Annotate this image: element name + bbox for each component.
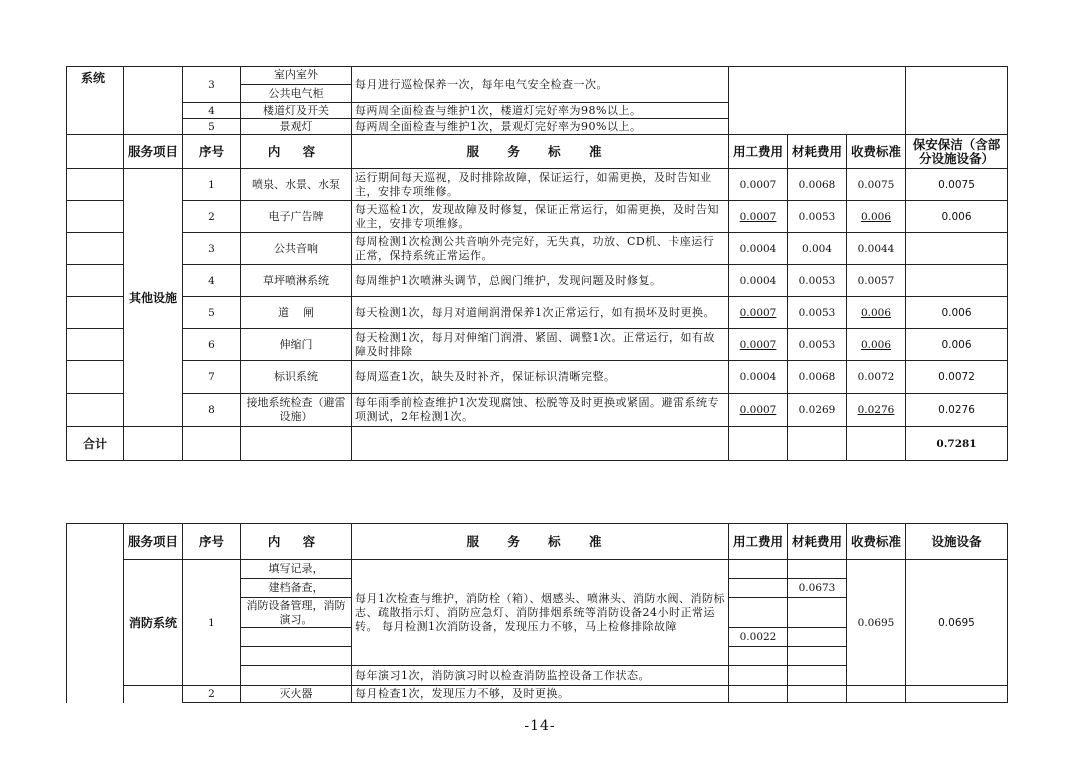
labor-value: 0.0007 (739, 210, 777, 223)
labor-value: 0.0007 (739, 306, 777, 319)
category-blank (124, 686, 183, 703)
header-material: 材耗费用 (788, 524, 847, 560)
row-content: 喷泉、水景、水泵 (241, 169, 352, 201)
fee-table-upper (66, 66, 1008, 461)
header-content: 内 容 (241, 135, 352, 169)
total-blank (183, 427, 241, 461)
row-security: 0.006 (906, 297, 1008, 329)
row-content: 填写记录， (241, 560, 352, 579)
top-blank-cell (124, 67, 183, 135)
row-number: 6 (183, 329, 241, 361)
row-fee (847, 201, 906, 233)
total-blank (847, 427, 906, 461)
row-fee: 0.0075 (847, 169, 906, 201)
row-material: 0.0053 (788, 297, 847, 329)
header-no: 序号 (183, 135, 241, 169)
total-blank (729, 427, 788, 461)
row-content: 电子广告牌 (241, 201, 352, 233)
row-number: 1 (183, 560, 241, 686)
fee-value: 0.0276 (857, 404, 895, 416)
row-material: 0.0068 (788, 361, 847, 394)
row-standard: 每天检测1次，每月对伸缩门润滑、紧固、调整1次。正常运行，如有故障及时排除 (352, 329, 729, 361)
row-labor (729, 201, 788, 233)
row-number: 2 (183, 686, 241, 703)
top-category: 系统 (67, 67, 124, 135)
table-row (67, 394, 1008, 427)
labor-value: 0.0007 (739, 404, 777, 416)
left-blank (67, 233, 124, 265)
left-blank (67, 361, 124, 394)
row-standard: 每天巡检1次，发现故障及时修复，保证正常运行，如需更换，及时告知业主，安排专项维修。 (352, 201, 729, 233)
row-content: 楼道灯及开关 (241, 103, 352, 119)
row-standard: 每月检查1次，发现压力不够，及时更换。 (352, 686, 729, 703)
labor-blank (729, 598, 788, 628)
row-content: 景观灯 (241, 119, 352, 135)
left-blank (67, 394, 124, 427)
row-number: 3 (183, 233, 241, 265)
left-blank (67, 169, 124, 201)
row-labor (729, 297, 788, 329)
row-material: 0.0053 (788, 201, 847, 233)
row-content: 标识系统 (241, 361, 352, 394)
row-content: 公共音响 (241, 233, 352, 265)
row-fee (847, 297, 906, 329)
material-blank (788, 628, 847, 647)
row-standard: 每月1次检查与维护，消防栓（箱）、烟感头、喷淋头、消防水阀、消防标志、疏散指示灯、消防应急灯、消防排烟系统等消防设备24小时正常运转。 每月检测1次消防设备，发现压力不够，马上检修排除故障 (352, 560, 729, 666)
fee-blank (847, 686, 906, 703)
fee-value: 0.006 (860, 210, 892, 223)
row-content: 草坪喷淋系统 (241, 265, 352, 297)
material-blank (788, 560, 847, 579)
table-row (67, 361, 1008, 394)
row-number: 8 (183, 394, 241, 427)
header-labor: 用工费用 (729, 135, 788, 169)
labor-blank (729, 686, 788, 703)
total-row (67, 427, 1008, 461)
material-blank (788, 686, 847, 703)
row-content: 消防设备管理，消防演习。 (241, 598, 352, 628)
content-blank (241, 666, 352, 686)
row-security (906, 265, 1008, 297)
row-number: 5 (183, 119, 241, 135)
header-no: 序号 (183, 524, 241, 560)
labor-blank (729, 560, 788, 579)
row-standard-2: 每年演习1次，消防演习时以检查消防监控设备工作状态。 (352, 666, 729, 686)
page-number: -14- (524, 718, 556, 734)
row-labor: 0.0004 (729, 233, 788, 265)
row-labor: 0.0004 (729, 265, 788, 297)
row-number: 5 (183, 297, 241, 329)
row-security (906, 233, 1008, 265)
row-security: 0.0075 (906, 169, 1008, 201)
total-value: 0.7281 (906, 427, 1008, 461)
content-blank (241, 628, 352, 647)
left-blank (67, 524, 124, 703)
labor-blank (729, 579, 788, 598)
material-blank (788, 666, 847, 686)
row-standard: 每周检测1次检测公共音响外壳完好，无失真，功放、CD机、卡座运行正常，保持系统正常运作。 (352, 233, 729, 265)
row-labor: 0.0004 (729, 361, 788, 394)
row-number: 4 (183, 103, 241, 119)
header-blank (67, 135, 124, 169)
total-blank (788, 427, 847, 461)
row-security: 0.0276 (906, 394, 1008, 427)
content-line: 公共电气柜 (268, 87, 324, 100)
row-fee (847, 394, 906, 427)
header-service: 服务项目 (124, 135, 183, 169)
row-fee (847, 329, 906, 361)
row-security: 0.006 (906, 201, 1008, 233)
material-blank (788, 598, 847, 628)
total-blank (241, 427, 352, 461)
row-labor (729, 394, 788, 427)
category-cell: 消防系统 (124, 560, 183, 686)
row-labor (729, 329, 788, 361)
table-row (67, 169, 1008, 201)
header-fee: 收费标准 (847, 524, 906, 560)
row-number: 4 (183, 265, 241, 297)
row-material: 0.0053 (788, 329, 847, 361)
row-number: 3 (183, 67, 241, 103)
row-content: 接地系统检查（避雷设施） (241, 394, 352, 427)
facility-blank (906, 686, 1008, 703)
row-security: 0.006 (906, 329, 1008, 361)
row-standard: 每月进行巡检保养一次，每年电气安全检查一次。 (352, 67, 729, 103)
row-standard: 每年雨季前检查维护1次发现腐蚀、松脱等及时更换或紧固。避雷系统专项测试，2年检测1次。 (352, 394, 729, 427)
row-fee: 0.0695 (847, 560, 906, 686)
row-fee: 0.0072 (847, 361, 906, 394)
row-content: 灭火器 (241, 686, 352, 703)
row-standard: 每两周全面检查与维护1次，景观灯完好率为90%以上。 (352, 119, 729, 135)
table-header (67, 524, 1008, 560)
row-standard: 每天检测1次，每月对道闸润滑保养1次正常运行，如有损坏及时更换。 (352, 297, 729, 329)
row-standard: 运行期间每天巡视，及时排除故障，保证运行，如需更换，及时告知业主，安排专项维修。 (352, 169, 729, 201)
row-material: 0.0053 (788, 265, 847, 297)
row-content: 建档备查， (241, 579, 352, 598)
left-blank (67, 265, 124, 297)
header-facility: 设施设备 (906, 524, 1008, 560)
table-row (67, 686, 1008, 703)
row-labor: 0.0022 (729, 628, 788, 647)
total-label: 合计 (67, 427, 124, 461)
content-blank (241, 647, 352, 666)
top-blank-cell (729, 67, 906, 135)
header-standard: 服 务 标 准 (352, 524, 729, 560)
row-content (241, 67, 352, 103)
labor-blank (729, 666, 788, 686)
row-number: 1 (183, 169, 241, 201)
row-content: 道 闸 (241, 297, 352, 329)
header-service: 服务项目 (124, 524, 183, 560)
fee-value: 0.006 (860, 338, 892, 351)
row-security: 0.0072 (906, 361, 1008, 394)
table-row (67, 233, 1008, 265)
row-standard: 每周维护1次喷淋头调节，总阀门维护，发现问题及时修复。 (352, 265, 729, 297)
table-header (67, 135, 1008, 169)
header-labor: 用工费用 (729, 524, 788, 560)
header-fee: 收费标准 (847, 135, 906, 169)
table-row (67, 329, 1008, 361)
labor-blank (729, 647, 788, 666)
header-content: 内 容 (241, 524, 352, 560)
header-material: 材耗费用 (788, 135, 847, 169)
left-blank (67, 201, 124, 233)
table-row (67, 201, 1008, 233)
top-blank-cell (906, 67, 1008, 135)
row-material: 0.0068 (788, 169, 847, 201)
labor-value: 0.0007 (739, 338, 777, 351)
row-material: 0.0673 (788, 579, 847, 598)
fee-value: 0.006 (860, 306, 892, 319)
total-blank (352, 427, 729, 461)
row-content: 伸缩门 (241, 329, 352, 361)
table-row (67, 265, 1008, 297)
row-labor: 0.0007 (729, 169, 788, 201)
row-number: 7 (183, 361, 241, 394)
row-facility: 0.0695 (906, 560, 1008, 686)
header-standard: 服 务 标 准 (352, 135, 729, 169)
material-blank (788, 647, 847, 666)
table-row (67, 297, 1008, 329)
fee-table-lower (66, 523, 1008, 703)
content-line: 室内室外 (241, 68, 351, 85)
header-security: 保安保洁（含部分设施设备） (906, 135, 1008, 169)
row-number: 2 (183, 201, 241, 233)
row-standard: 每周巡查1次，缺失及时补齐，保证标识清晰完整。 (352, 361, 729, 394)
table-row (67, 560, 1008, 579)
row-material: 0.004 (788, 233, 847, 265)
left-blank (67, 329, 124, 361)
row-fee: 0.0057 (847, 265, 906, 297)
row-material: 0.0269 (788, 394, 847, 427)
row-standard: 每两周全面检查与维护1次，楼道灯完好率为98%以上。 (352, 103, 729, 119)
category-cell: 其他设施 (124, 169, 183, 427)
left-blank (67, 297, 124, 329)
row-fee: 0.0044 (847, 233, 906, 265)
total-blank (124, 427, 183, 461)
